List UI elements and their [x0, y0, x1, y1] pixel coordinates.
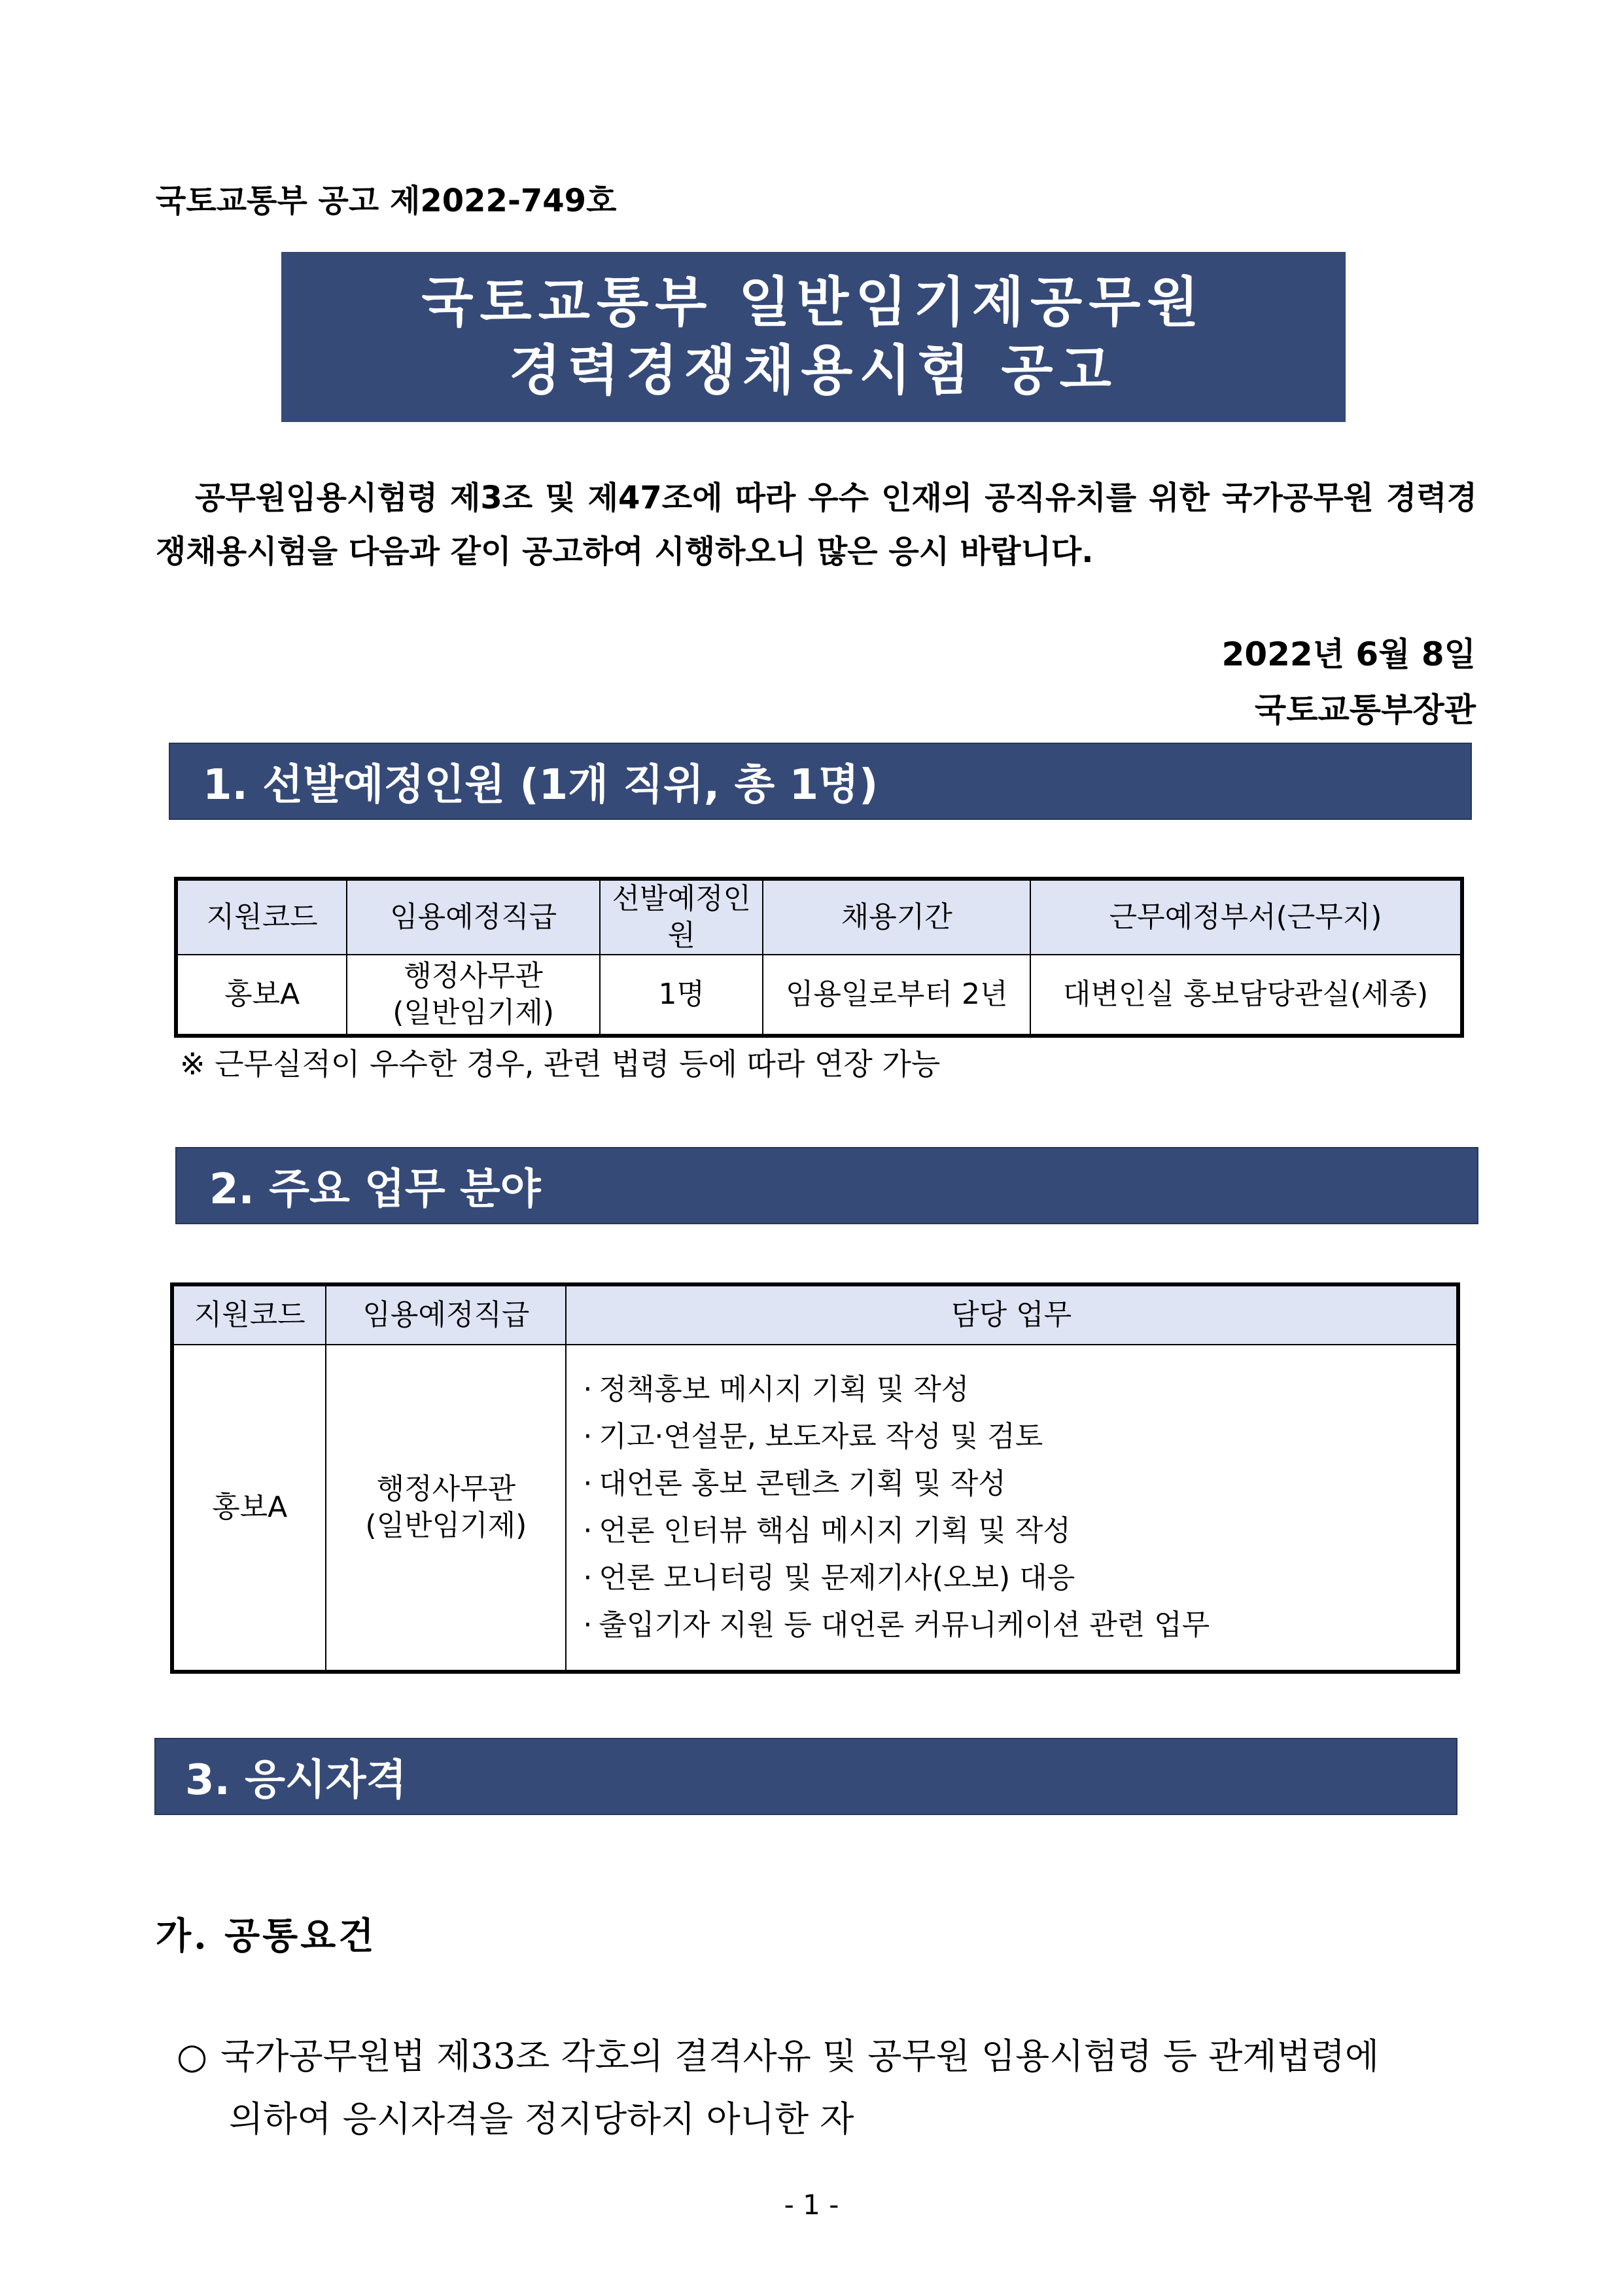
cell-code: 홍보A — [176, 955, 347, 1036]
table-row — [172, 1345, 1458, 1672]
header-department: 근무예정부서(근무지) — [1030, 879, 1462, 955]
header-period: 채용기간 — [763, 879, 1030, 955]
notice-date: 2022년 6월 8일 — [1221, 635, 1476, 673]
list-item: · 출입기자 지원 등 대언론 커뮤니케이션 관련 업무 — [583, 1602, 1456, 1649]
title-line-1: 국토교통부 일반임기제공무원 — [421, 272, 1206, 334]
cell-duties — [566, 1345, 1458, 1672]
list-item: · 대언론 홍보 콘텐츠 기획 및 작성 — [583, 1460, 1456, 1508]
requirement-line-2: 의하여 응시자격을 정지당하지 아니한 자 — [229, 2098, 854, 2140]
grade-line-2: (일반임기제) — [393, 996, 555, 1029]
header-duties: 담당 업무 — [566, 1284, 1458, 1345]
cell-period: 임용일로부터 2년 — [763, 955, 1030, 1036]
list-item: · 언론 인터뷰 핵심 메시지 기획 및 작성 — [583, 1508, 1456, 1555]
section-2-heading — [175, 1147, 1478, 1224]
duties-list — [567, 1366, 1456, 1649]
table-header-row — [176, 879, 1462, 955]
cell-department: 대변인실 홍보담당관실(세종) — [1030, 955, 1462, 1036]
header-grade: 임용예정직급 — [326, 1284, 566, 1345]
header-count: 선발예정인원 — [600, 879, 763, 955]
list-item: · 정책홍보 메시지 기획 및 작성 — [583, 1366, 1456, 1413]
cell-grade — [347, 955, 600, 1036]
section-3-title: 3. 응시자격 — [185, 1756, 407, 1805]
extension-note: ※ 근무실적이 우수한 경우, 관련 법령 등에 따라 연장 가능 — [180, 1046, 941, 1082]
duties-table — [170, 1282, 1460, 1674]
cell-code: 홍보A — [172, 1345, 326, 1672]
section-1-heading — [169, 743, 1472, 820]
header-code: 지원코드 — [176, 879, 347, 955]
common-requirements-heading: 가. 공통요건 — [156, 1915, 377, 1958]
notice-number: 국토교통부 공고 제2022-749호 — [156, 183, 617, 219]
grade-line-1: 행정사무관 — [376, 1472, 516, 1506]
grade-line-2: (일반임기제) — [365, 1509, 527, 1542]
table-header-row — [172, 1284, 1458, 1345]
header-code: 지원코드 — [172, 1284, 326, 1345]
circle-bullet-icon: ○ — [177, 2036, 208, 2077]
section-1-title: 1. 선발예정인원 (1개 직위, 총 1명) — [203, 761, 879, 809]
requirement-line-1: 국가공무원법 제33조 각호의 결격사유 및 공무원 임용시험령 등 관계법령에 — [220, 2036, 1380, 2077]
grade-line-1: 행정사무관 — [404, 959, 543, 993]
title-line-2: 경력경쟁채용시험 공고 — [509, 340, 1118, 402]
list-item: · 언론 모니터링 및 문제기사(오보) 대응 — [583, 1555, 1456, 1602]
signer: 국토교통부장관 — [1254, 691, 1476, 729]
section-2-title: 2. 주요 업무 분야 — [209, 1165, 541, 1214]
table-row — [176, 955, 1462, 1036]
requirement-item — [177, 2025, 1478, 2151]
section-3-heading — [154, 1738, 1457, 1815]
title-banner — [281, 252, 1346, 422]
list-item: · 기고·연설문, 보도자료 작성 및 검토 — [583, 1413, 1456, 1460]
header-grade: 임용예정직급 — [347, 879, 600, 955]
intro-paragraph: 공무원임용시험령 제3조 및 제47조에 따라 우수 인재의 공직유치를 위한 국가공무원 경력경쟁채용시험을 다음과 같이 공고하여 시행하오니 많은 응시 바랍니다. — [156, 480, 1477, 570]
cell-grade — [326, 1345, 566, 1672]
page-number: - 1 - — [784, 2189, 839, 2221]
recruitment-table — [174, 877, 1464, 1038]
cell-count: 1명 — [600, 955, 763, 1036]
